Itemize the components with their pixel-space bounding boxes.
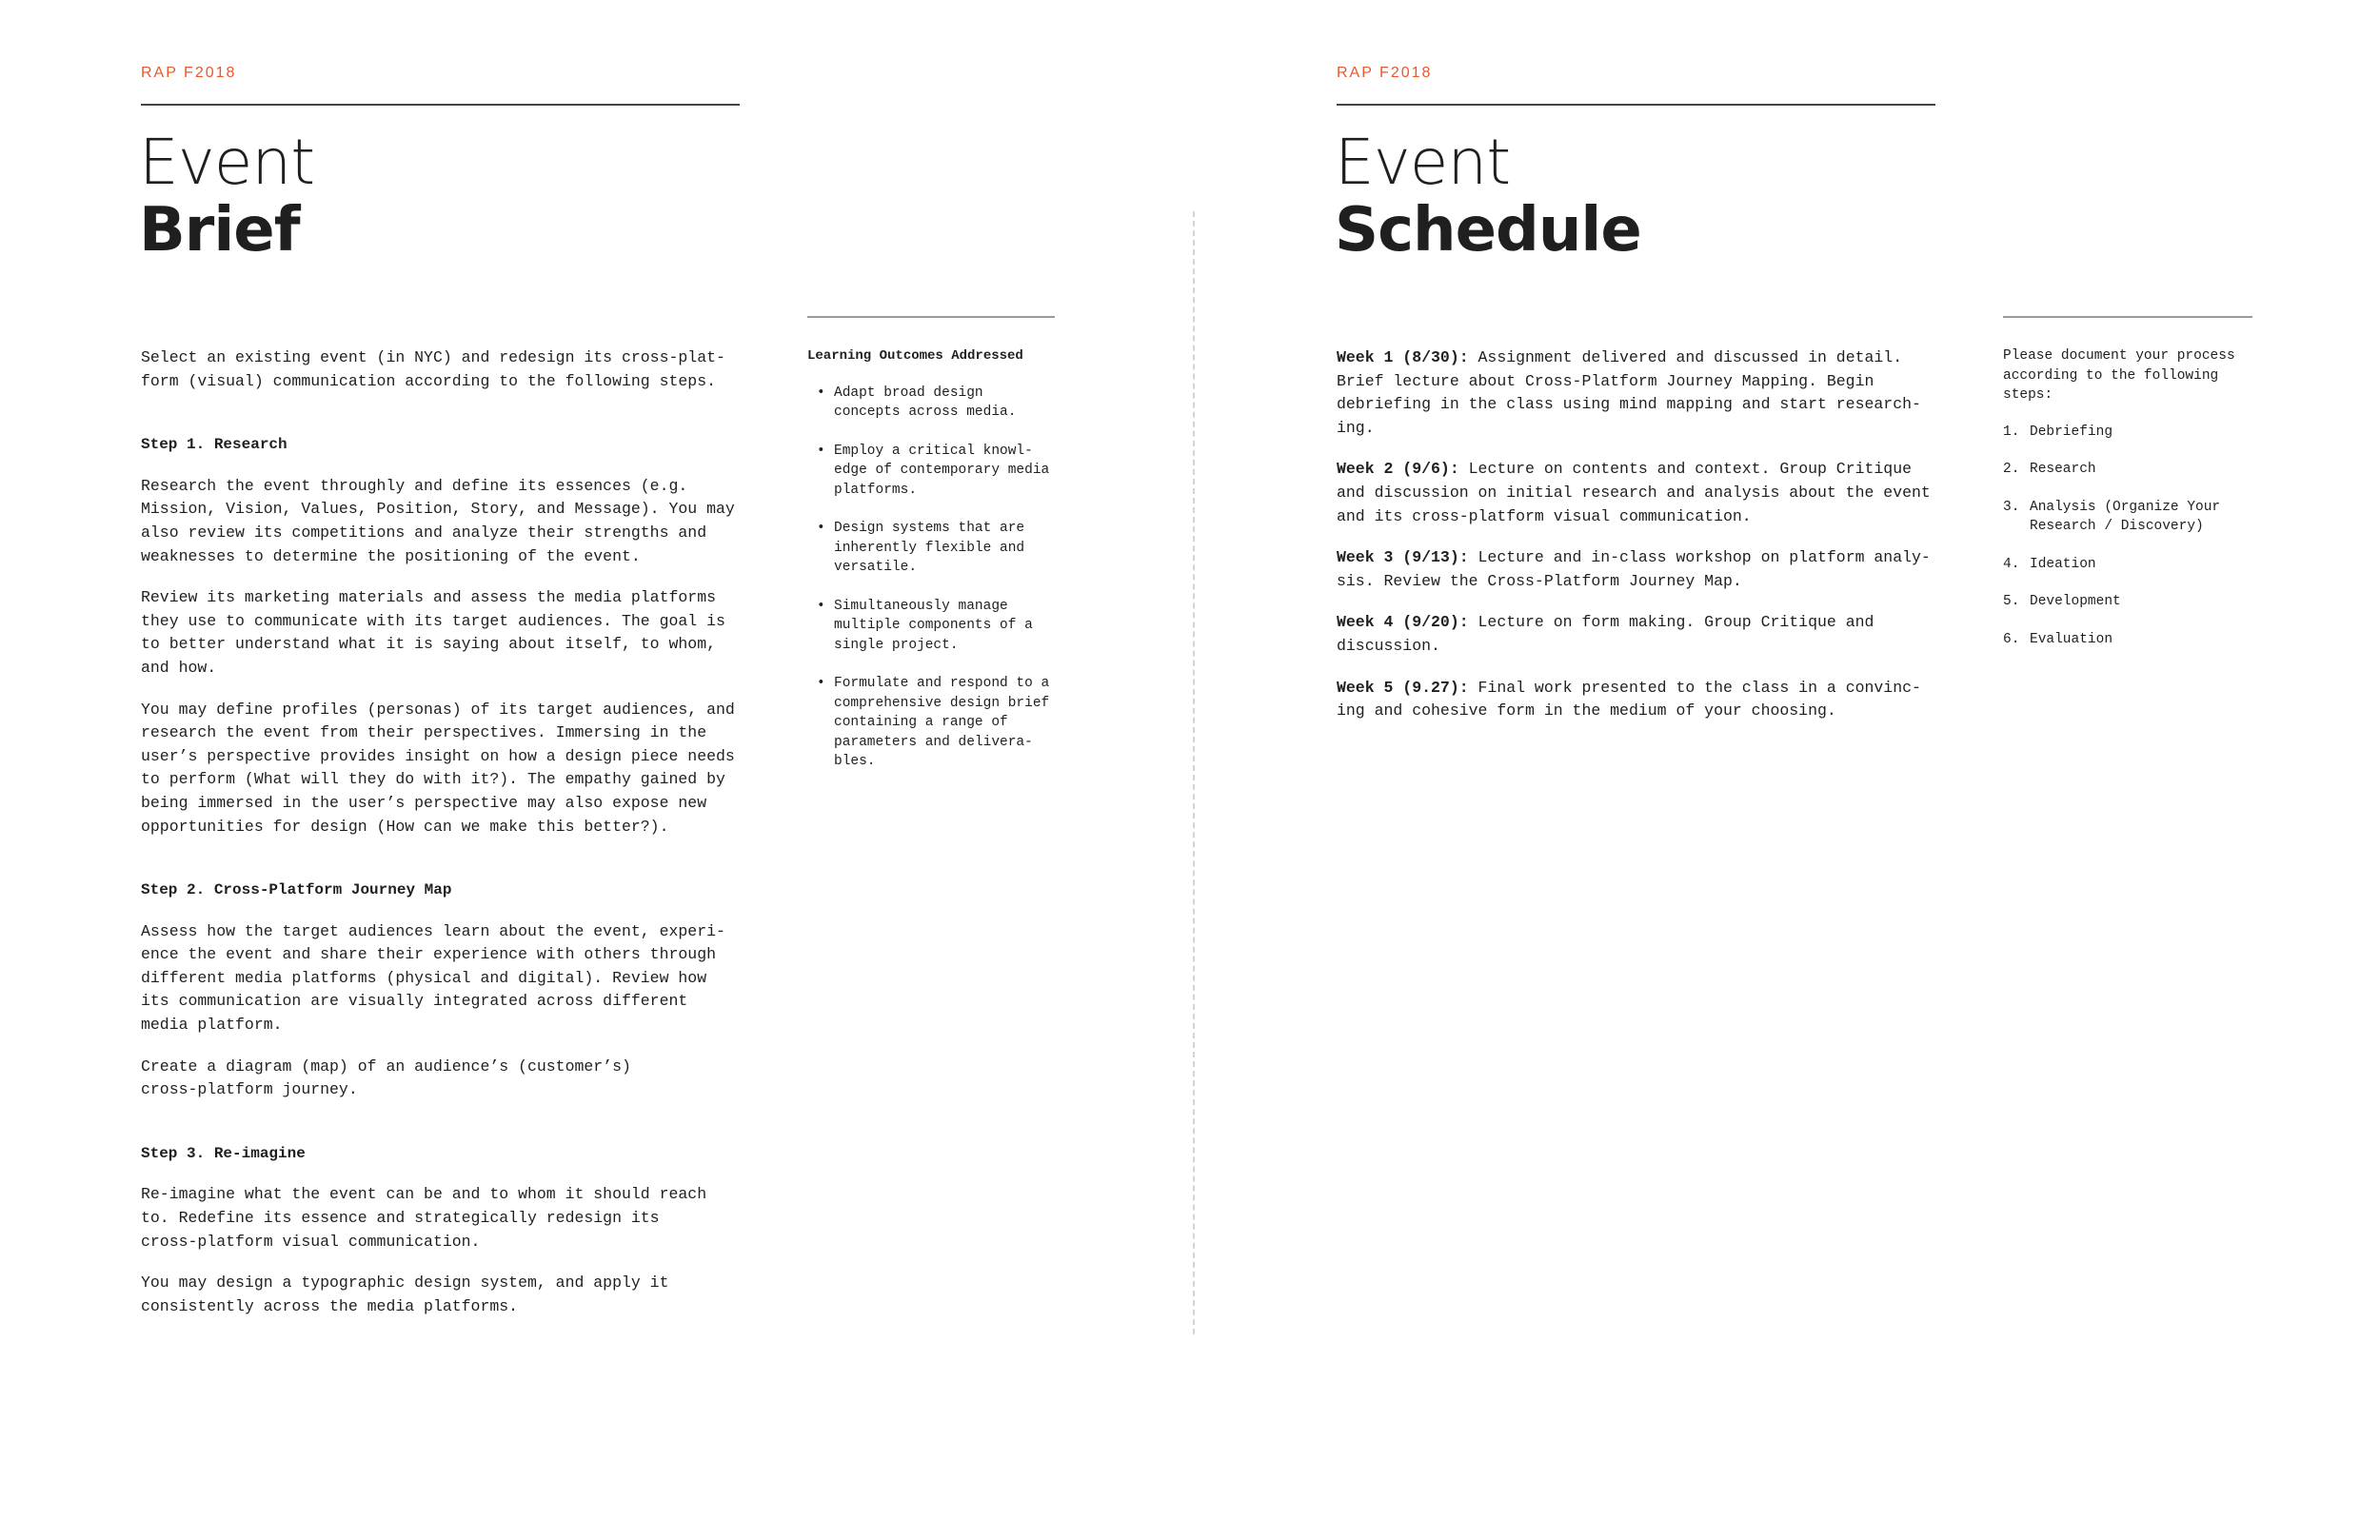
step-heading: Step 3. Re-imagine	[141, 1144, 306, 1162]
outcomes-list	[807, 384, 1064, 772]
page-title-bold: Schedule	[1335, 195, 1641, 266]
page-title-light: Event	[1335, 126, 1511, 199]
outcomes-heading: Learning Outcomes Addressed	[807, 348, 1023, 364]
schedule-main-column	[1337, 346, 1946, 741]
list-item: • Adapt broad design concepts across media.	[817, 385, 1017, 420]
header-rule	[1337, 104, 1935, 106]
process-steps-list	[2003, 423, 2289, 650]
step-paragraph: Research the event throughly and define its essences (e.g. Mission, Vision, Values, Position, Story, and Message). You may also review its competitions and analyze their strengths and weaknesses to determine the positioning of the event.	[141, 476, 735, 565]
course-tag: RAP F2018	[1337, 65, 1433, 81]
bullet-icon: •	[817, 598, 825, 614]
list-item: 2. Research	[2003, 462, 2096, 477]
list-item: 6. Evaluation	[2003, 631, 2113, 647]
week-entry: Week 1 (8/30): Assignment delivered and discussed in detail. Brief lecture about Cross-Platform Journey Mapping. Begin debriefing in the class using mind mapping and start research- ing.	[1337, 348, 1921, 437]
week-label: Week 3 (9/13):	[1337, 548, 1469, 567]
list-item: • Formulate and respond to a comprehensive design brief containing a range of parameters and delivera- bles.	[817, 676, 1050, 769]
list-item: 4. Ideation	[2003, 556, 2096, 572]
course-tag: RAP F2018	[141, 65, 237, 81]
step-paragraph: Create a diagram (map) of an audience’s (customer’s) cross-platform journey.	[141, 1056, 631, 1099]
page-divider	[1193, 211, 1195, 1334]
step-paragraph: Assess how the target audiences learn about the event, experi- ence the event and share their experience with others through different media platforms (physical and digital). Review how its communication are visually integrated across different media platform.	[141, 921, 725, 1035]
week-entry: Week 3 (9/13): Lecture and in-class workshop on platform analy- sis. Review the Cross-Platform Journey Map.	[1337, 548, 1931, 590]
list-item: • Employ a critical knowl- edge of contemporary media platforms.	[817, 443, 1050, 498]
week-label: Week 1 (8/30):	[1337, 348, 1469, 366]
brief-intro: Select an existing event (in NYC) and redesign its cross-plat- form (visual) communication according to the following steps.	[141, 348, 725, 390]
list-item: • Simultaneously manage multiple components of a single project.	[817, 598, 1033, 653]
step-paragraph: You may design a typographic design system, and apply it consistently across the media platforms.	[141, 1273, 669, 1315]
step-journey-map	[141, 879, 750, 1102]
event-brief-page	[141, 0, 1321, 1540]
step-paragraph: Re-imagine what the event can be and to whom it should reach to. Redefine its essence and strategically redesign its cross-platform visual communication.	[141, 1185, 707, 1251]
bullet-icon: •	[817, 676, 825, 691]
event-schedule-page	[1337, 0, 2380, 1540]
step-heading: Step 2. Cross-Platform Journey Map	[141, 881, 452, 899]
step-heading: Step 1. Research	[141, 436, 288, 454]
process-sidebar	[2003, 346, 2289, 667]
week-entry: Week 5 (9.27): Final work presented to the class in a convinc- ing and cohesive form in the medium of your choosing.	[1337, 678, 1921, 721]
list-item: 1. Debriefing	[2003, 424, 2113, 440]
header-rule	[141, 104, 740, 106]
week-label: Week 2 (9/6):	[1337, 460, 1459, 479]
learning-outcomes-sidebar	[807, 346, 1064, 791]
week-label: Week 5 (9.27):	[1337, 678, 1469, 697]
step-paragraph: Review its marketing materials and assess the media platforms they use to communicate with its target audiences. The goal is to better understand what it is saying about itself, to whom, and how.	[141, 588, 725, 677]
step-paragraph: You may define profiles (personas) of its target audiences, and research the event from their perspectives. Immersing in the user’s perspective provides insight on how a design piece needs to perform (What will they do with it?). The empathy gained by being immersed in the user’s perspective may also expose new opportunities for design (How can we make this better?).	[141, 700, 735, 836]
sidebar-rule	[2003, 316, 2252, 318]
sidebar-rule	[807, 316, 1055, 318]
week-entry: Week 4 (9/20): Lecture on form making. Group Critique and discussion.	[1337, 613, 1874, 655]
bullet-icon: •	[817, 385, 825, 401]
brief-main-column	[141, 346, 750, 1336]
step-reimagine	[141, 1142, 750, 1319]
page-title-bold: Brief	[139, 195, 300, 266]
list-item: • Design systems that are inherently flexible and versatile.	[817, 521, 1025, 575]
bullet-icon: •	[817, 443, 825, 459]
bullet-icon: •	[817, 521, 825, 536]
week-entry: Week 2 (9/6): Lecture on contents and context. Group Critique and discussion on initial research and analysis about the event and its cross-platform visual communication.	[1337, 460, 1931, 525]
list-item: 3. Analysis (Organize Your Research / Discovery)	[2003, 499, 2221, 534]
process-intro: Please document your process according to the following steps:	[2003, 348, 2235, 403]
week-label: Week 4 (9/20):	[1337, 613, 1469, 632]
step-research	[141, 433, 750, 839]
page-title-light: Event	[139, 126, 315, 199]
list-item: 5. Development	[2003, 594, 2121, 609]
